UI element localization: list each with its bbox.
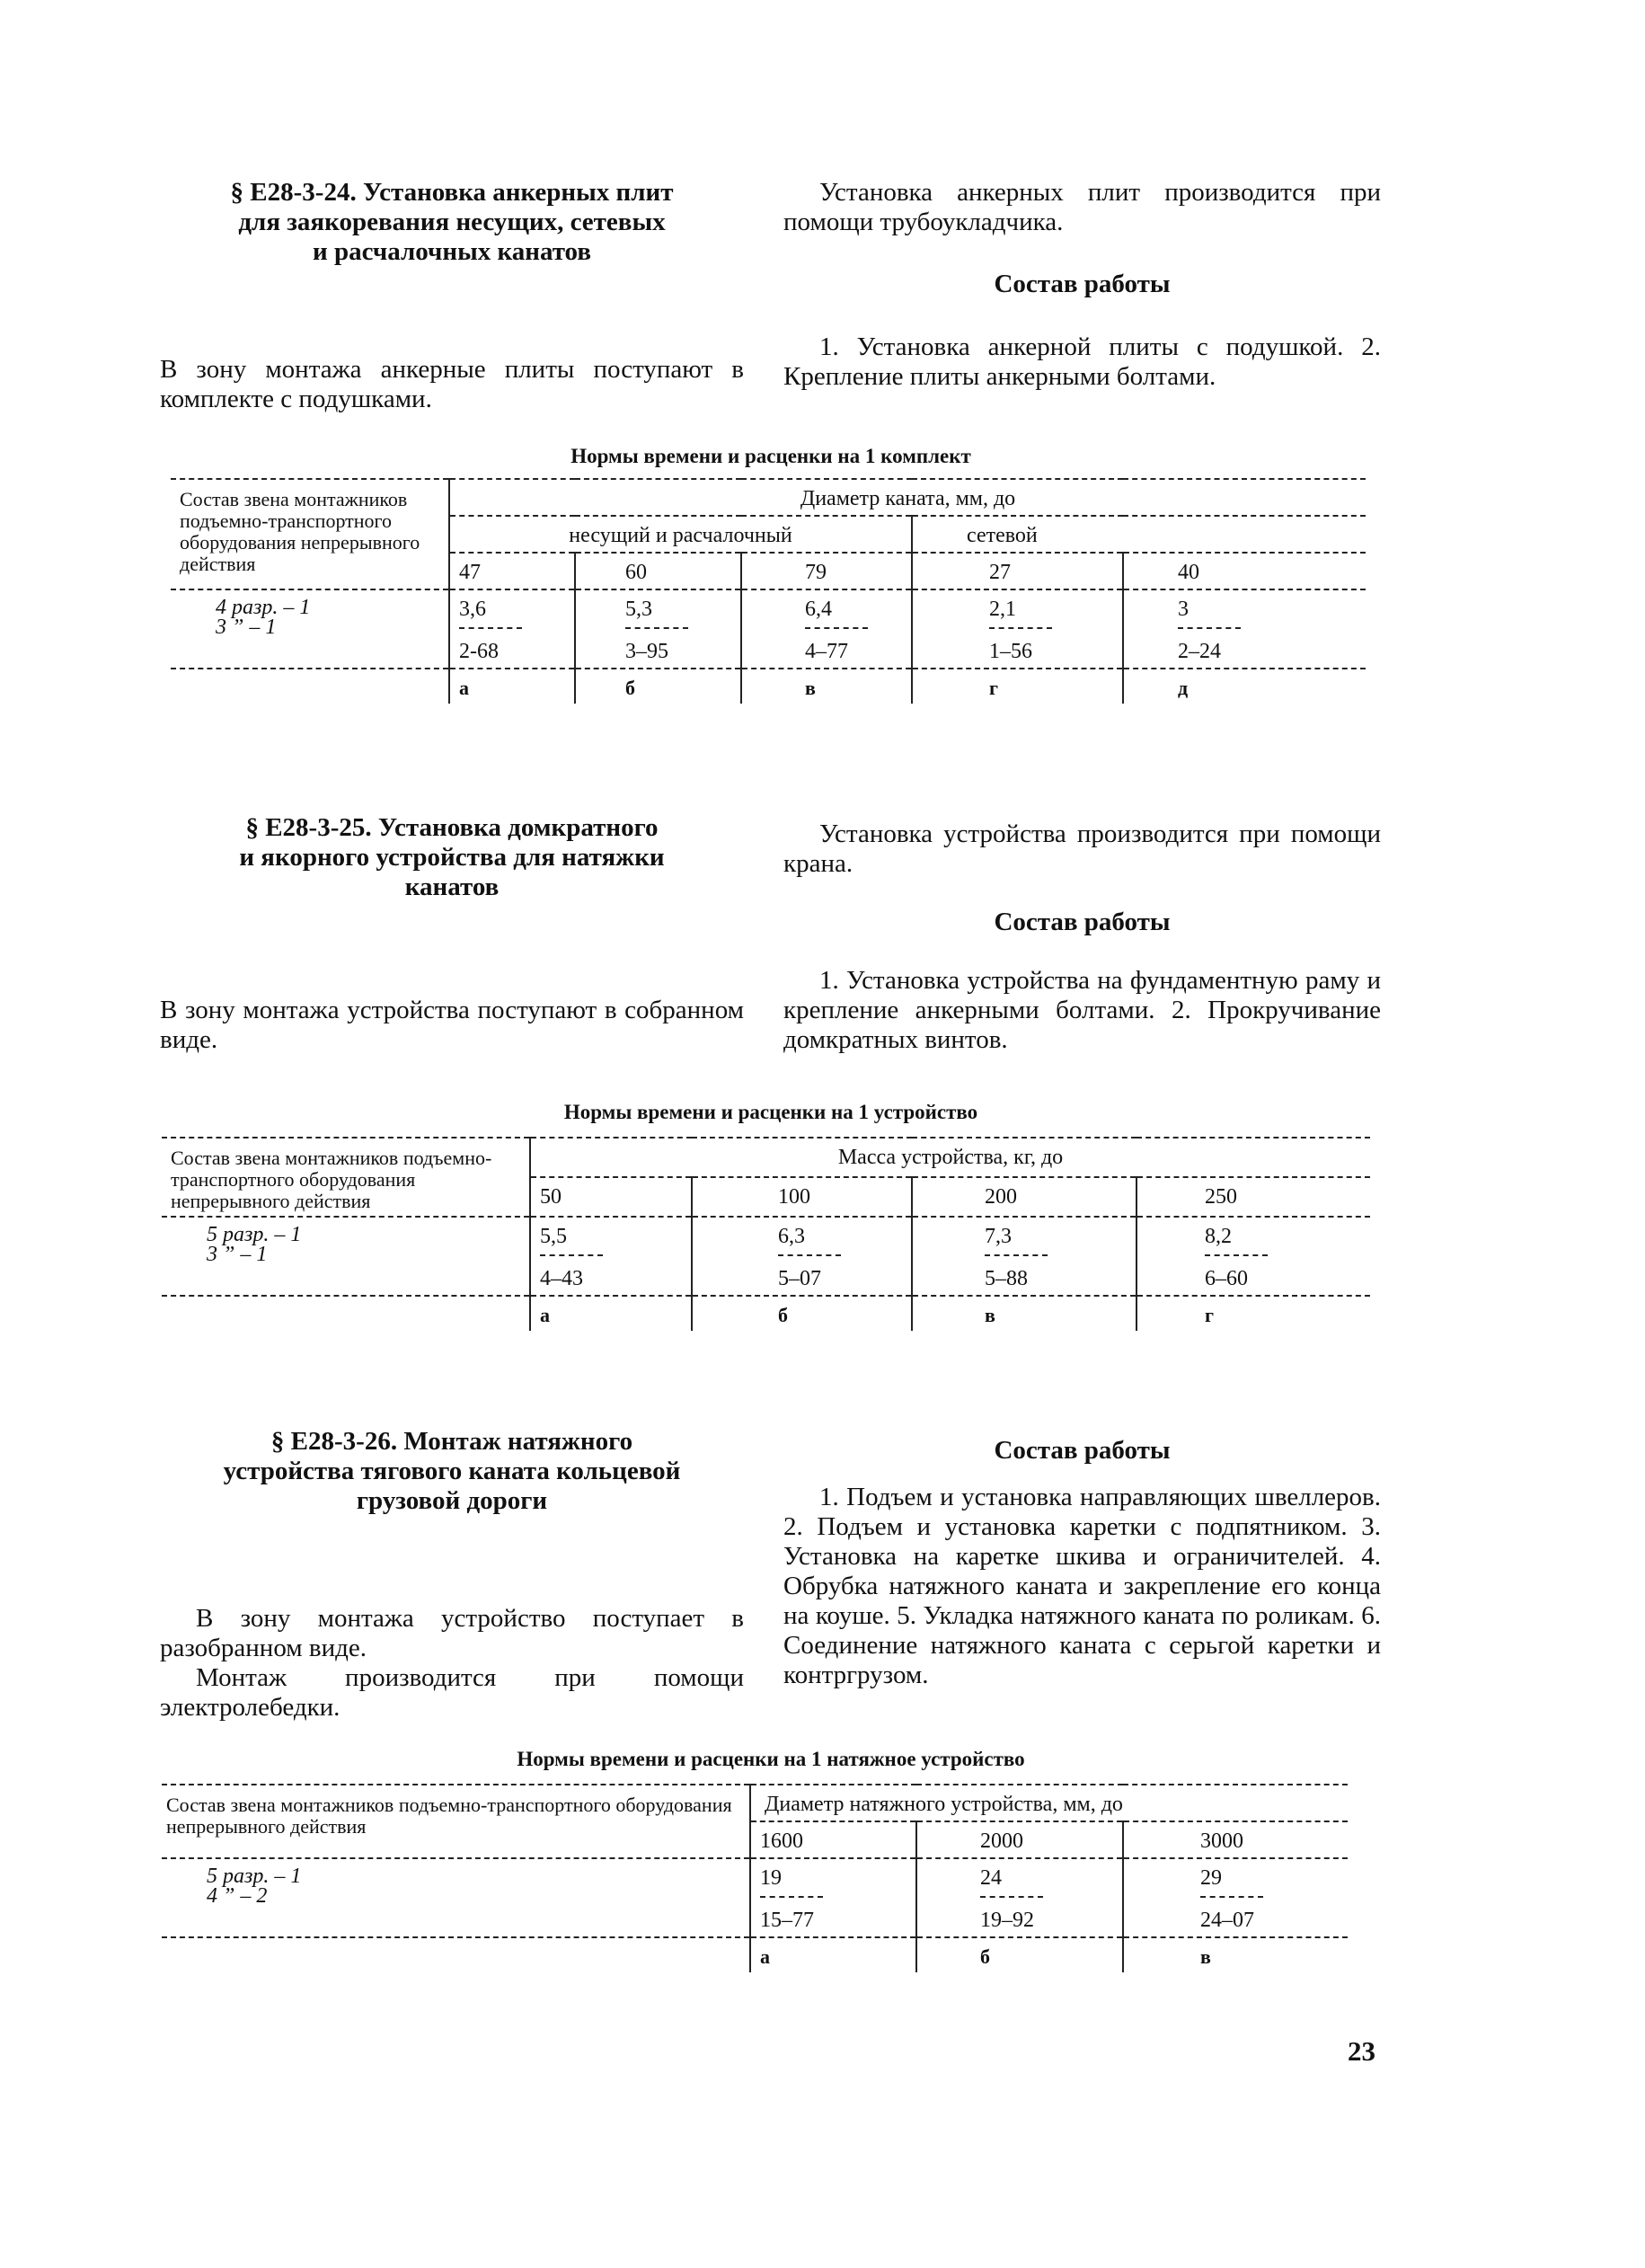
s25-letter-spacer <box>162 1296 530 1331</box>
s25-value-cell <box>530 1217 692 1296</box>
s26-left-paragraph1: В зону монтажа устройство поступает в разобранном виде. <box>160 1604 744 1662</box>
s25-norms-table <box>162 1137 1370 1331</box>
s26-value-cell <box>916 1858 1123 1937</box>
s24-letter: в <box>741 669 912 704</box>
s24-heading <box>160 178 744 267</box>
s24-table-caption: Нормы времени и расценки на 1 комплект <box>570 445 971 467</box>
s26-heading-line3: грузовой дороги <box>356 1486 548 1515</box>
s25-col-header: 50 <box>530 1177 692 1217</box>
s24-left-paragraph: В зону монтажа анкерные плиты поступают в комплекте с подушками. <box>160 355 744 413</box>
s24-right-paragraph: Установка анкерных плит производится при помощи трубоукладчика. <box>783 178 1381 236</box>
s26-heading-line1: § Е28-3-26. Монтаж натяжного <box>270 1427 633 1456</box>
s25-work-text: 1. Установка устройства на фундаментную раму и крепление анкерными болтами. 2. Прокручивание домкратных винтов. <box>783 966 1381 1054</box>
s24-rate: 1–56 <box>989 627 1052 664</box>
s25-letter: а <box>530 1296 692 1331</box>
s26-left-paragraph2: Монтаж производится при помощи электролебедки. <box>160 1663 744 1722</box>
s25-col-header: 200 <box>912 1177 1136 1217</box>
s24-norm: 3,6 <box>459 598 486 621</box>
s25-crew-line: 5 разр. – 1 <box>207 1223 302 1246</box>
s24-norm: 5,3 <box>625 598 652 621</box>
s25-heading <box>160 813 744 902</box>
s24-crew-line: 3 ” – 1 <box>216 616 277 639</box>
s26-rate: 24–07 <box>1200 1896 1263 1933</box>
s24-letter: а <box>449 669 575 704</box>
s25-work-title: Состав работы <box>994 908 1171 936</box>
s26-value-cell <box>1123 1858 1348 1937</box>
s25-rate: 5–07 <box>778 1254 841 1291</box>
s24-letter: д <box>1123 669 1366 704</box>
s26-letter: б <box>916 1937 1123 1972</box>
s25-norm: 7,3 <box>985 1225 1012 1248</box>
page-number: 23 <box>1348 2035 1375 2067</box>
s26-table-caption: Нормы времени и расценки на 1 натяжное устройство <box>517 1748 1025 1770</box>
s25-col-header: 250 <box>1136 1177 1370 1217</box>
s24-norm: 3 <box>1178 598 1189 621</box>
s26-param-header: Диаметр натяжного устройства, мм, до <box>750 1785 1348 1821</box>
s24-value-cell <box>449 589 575 669</box>
s24-col-header: 60 <box>575 553 741 589</box>
s24-rate: 3–95 <box>625 627 688 664</box>
s26-value-cell <box>750 1858 916 1937</box>
s24-heading-line2: для заякоревания несущих, сетевых <box>238 208 666 236</box>
s25-norm: 6,3 <box>778 1225 805 1248</box>
s24-value-cell <box>912 589 1123 669</box>
s26-heading-line2: устройства тягового каната кольцевой <box>223 1457 681 1485</box>
s26-letter-spacer <box>162 1937 750 1972</box>
s26-col-header: 1600 <box>750 1821 916 1858</box>
s25-rate: 4–43 <box>540 1254 603 1291</box>
s24-crew-header: Состав звена монтажников подъемно-транспортного оборудования непрерывного действия <box>171 479 449 589</box>
s24-norms-table <box>171 478 1366 704</box>
s26-crew-header: Состав звена монтажников подъемно-транспортного оборудования непрерывного действия <box>162 1785 750 1858</box>
s25-rate: 5–88 <box>985 1254 1048 1291</box>
s24-rate: 4–77 <box>805 627 868 664</box>
s24-param-header: Диаметр каната, мм, до <box>449 479 1366 516</box>
s26-crew-line: 4 ” – 2 <box>207 1884 268 1908</box>
s25-value-cell <box>1136 1217 1370 1296</box>
s26-col-header: 2000 <box>916 1821 1123 1858</box>
s26-work-text: 1. Подъем и установка направляющих швеллеров. 2. Подъем и установка каретки с подпятником. 3. Установка на каретке шкива и ограничителей. 4. Обрубка натяжного каната и закрепление его конца на коуше. 5. Укладка натяжного каната по роликам. 6. Соединение натяжного каната с серьгой каретки и контргрузом. <box>783 1483 1381 1689</box>
s25-letter: в <box>912 1296 1136 1331</box>
s26-crew-line: 5 разр. – 1 <box>207 1865 302 1888</box>
s26-letter: а <box>750 1937 916 1972</box>
s26-crew-cell <box>162 1858 750 1937</box>
s26-col-header: 3000 <box>1123 1821 1348 1858</box>
s24-heading-line1: § Е28-3-24. Установка анкерных плит <box>230 178 674 207</box>
s24-rate: 2-68 <box>459 627 522 664</box>
s24-crew-cell <box>171 589 449 669</box>
s24-work-text: 1. Установка анкерной плиты с подушкой. 2. Крепление плиты анкерными болтами. <box>783 332 1381 391</box>
s26-left-text <box>160 1604 744 1723</box>
s24-value-cell <box>741 589 912 669</box>
s25-crew-header: Состав звена монтажников подъемно-транспортного оборудования непрерывного действия <box>162 1138 530 1217</box>
s26-norm: 19 <box>760 1866 782 1890</box>
s25-crew-cell <box>162 1217 530 1296</box>
s26-norms-table <box>162 1784 1348 1972</box>
s25-heading-line3: канатов <box>404 873 500 901</box>
s25-rate: 6–60 <box>1205 1254 1268 1291</box>
s25-crew-line: 3 ” – 1 <box>207 1243 268 1266</box>
s25-col-header: 100 <box>692 1177 912 1217</box>
s24-crew-line: 4 разр. – 1 <box>216 596 311 619</box>
s24-col-header: 79 <box>741 553 912 589</box>
s24-letter: г <box>912 669 1123 704</box>
s25-value-cell <box>692 1217 912 1296</box>
s24-col-header: 27 <box>912 553 1123 589</box>
s25-left-paragraph: В зону монтажа устройства поступают в собранном виде. <box>160 996 744 1054</box>
s25-norm: 8,2 <box>1205 1225 1232 1248</box>
s24-work-title: Состав работы <box>994 270 1171 298</box>
s24-value-cell <box>575 589 741 669</box>
s25-letter: г <box>1136 1296 1370 1331</box>
s26-work-title: Состав работы <box>994 1436 1171 1465</box>
s24-letter: б <box>575 669 741 704</box>
s25-right-paragraph: Установка устройства производится при помощи крана. <box>783 819 1381 878</box>
s25-heading-line1: § Е28-3-25. Установка домкратного <box>245 813 659 842</box>
s26-rate: 19–92 <box>980 1896 1043 1933</box>
s26-norm: 24 <box>980 1866 1002 1890</box>
s26-letter: в <box>1123 1937 1348 1972</box>
s24-norm: 6,4 <box>805 598 832 621</box>
s25-param-header: Масса устройства, кг, до <box>530 1138 1370 1177</box>
s24-norm: 2,1 <box>989 598 1016 621</box>
s25-value-cell <box>912 1217 1136 1296</box>
s26-heading <box>160 1427 744 1516</box>
s25-table-caption: Нормы времени и расценки на 1 устройство <box>563 1101 978 1123</box>
s24-col-header: 40 <box>1123 553 1366 589</box>
s24-group1-header: несущий и расчалочный <box>449 516 912 553</box>
s25-letter: б <box>692 1296 912 1331</box>
s25-norm: 5,5 <box>540 1225 567 1248</box>
s24-letter-spacer <box>171 669 449 704</box>
s26-rate: 15–77 <box>760 1896 823 1933</box>
s24-value-cell <box>1123 589 1366 669</box>
s24-rate: 2–24 <box>1178 627 1241 664</box>
s25-heading-line2: и якорного устройства для натяжки <box>239 843 665 872</box>
s24-col-header: 47 <box>449 553 575 589</box>
s24-group2-header: сетевой <box>912 516 1366 553</box>
s24-heading-line3: и расчалочных канатов <box>313 237 591 266</box>
s26-norm: 29 <box>1200 1866 1222 1890</box>
